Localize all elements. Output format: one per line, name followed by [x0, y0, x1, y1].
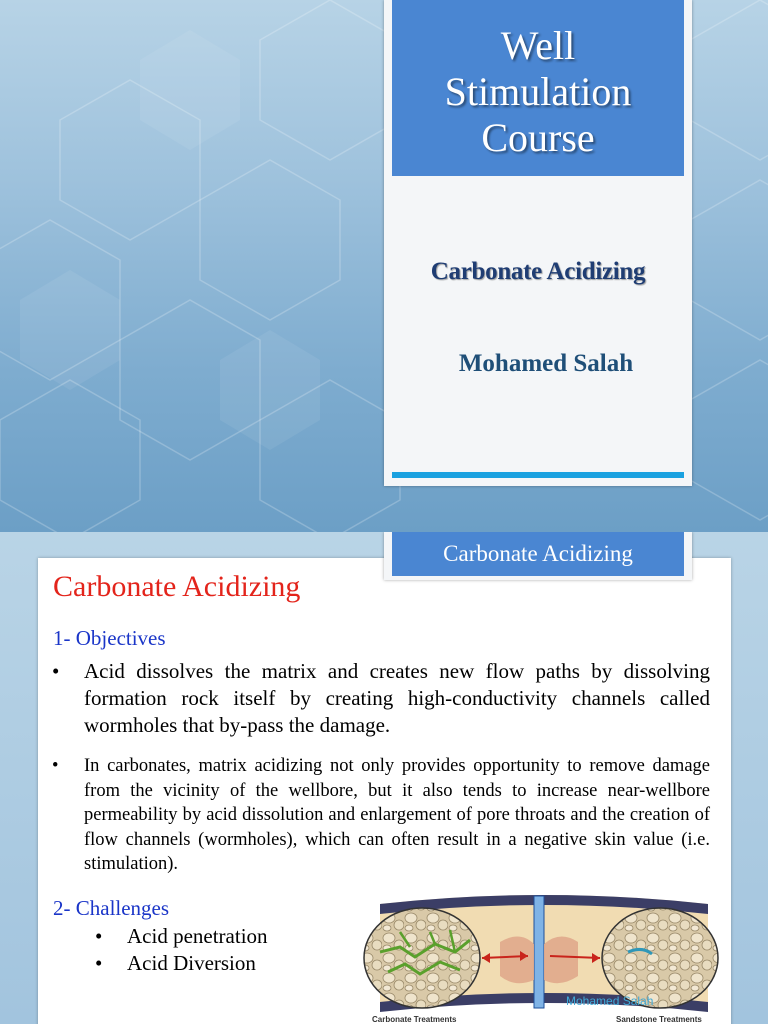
objectives-heading: 1- Objectives — [53, 626, 166, 650]
challenge-item-2 — [95, 951, 256, 976]
challenge-text-2: Acid Diversion — [127, 951, 256, 975]
objective-bullet-1 — [52, 658, 710, 739]
objective-text-1: Acid dissolves the matrix and creates new flow paths by dissolving formation rock itself by creating high-conductivity channels called wormholes that by-pass the damage. — [84, 659, 710, 737]
title-banner — [392, 0, 684, 176]
figure-left-caption: Carbonate Treatments — [372, 1015, 457, 1024]
course-title: Well Stimulation Course — [444, 23, 632, 160]
figure-right-caption: Sandstone Treatments — [616, 1015, 702, 1024]
content-slide — [0, 532, 768, 1024]
objective-text-2: In carbonates, matrix acidizing not only provides opportunity to remove damage from the vicinity of the wellbore, but it also tends to increase near-wellbore permeability by acid dissolution and enlargement of pore throats and the creation of flow channels (wormholes), which can often result in a negative skin value (i.e. stimulation). — [84, 756, 710, 874]
treatment-illustration — [360, 892, 728, 1024]
title-card — [384, 0, 692, 486]
challenges-heading: 2- Challenges — [53, 896, 170, 920]
bullet-glyph: • — [52, 659, 60, 683]
header-tab-label: Carbonate Acidizing — [392, 532, 684, 576]
author-name: Mohamed Salah — [458, 350, 634, 377]
bullet-glyph: • — [52, 756, 59, 776]
slide-header-tab — [384, 532, 692, 580]
bullet-glyph: • — [95, 924, 103, 948]
slide-title: Carbonate Acidizing — [53, 570, 301, 603]
figure-watermark: Mohamed Salah — [566, 994, 654, 1008]
slide-subtitle: Carbonate Acidizing — [430, 258, 646, 285]
accent-bar — [392, 472, 684, 478]
bullet-glyph: • — [95, 951, 103, 975]
challenge-item-1 — [95, 924, 268, 949]
objective-bullet-2 — [52, 754, 710, 877]
challenge-text-1: Acid penetration — [127, 924, 268, 948]
